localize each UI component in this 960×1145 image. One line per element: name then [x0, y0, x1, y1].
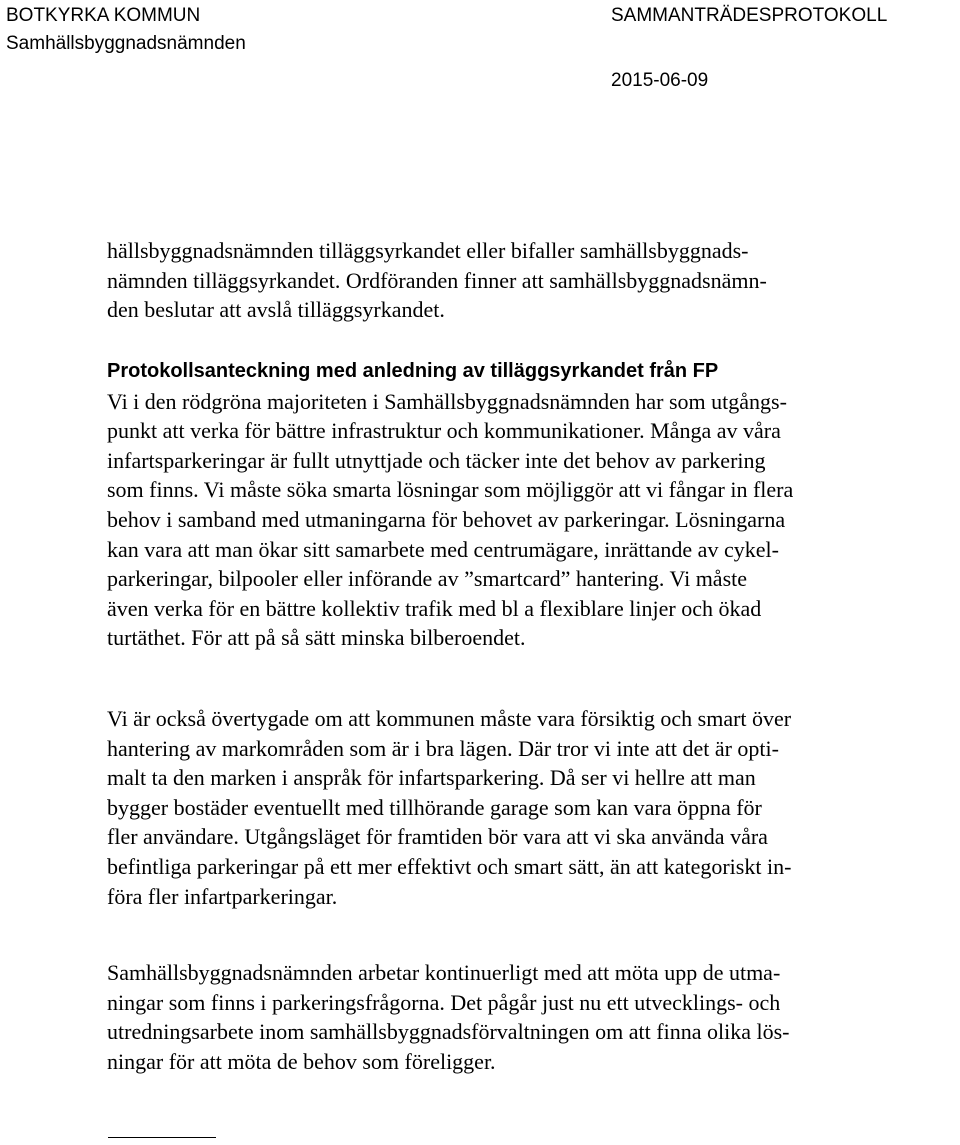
text-line: fler användare. Utgångsläget för framtiden bör vara att vi ska använda våra [107, 824, 768, 850]
text-line: Samhällsbyggnadsnämnden arbetar kontinuerligt med att möta upp de utma- [107, 960, 781, 985]
text-line: turtäthet. För att på så sätt minska bilberoendet. [107, 625, 526, 651]
text-line: hällsbyggnadsnämnden tilläggsyrkandet eller bifaller samhällsbyggnads- [107, 238, 749, 263]
text-line: malt ta den marken i anspråk för infartsparkering. Då ser vi hellre att man [107, 765, 756, 791]
text-line: hantering av markområden som är i bra lägen. Där tror vi inte att det är opti- [107, 735, 779, 761]
document-type: SAMMANTRÄDESPROTOKOLL [611, 5, 888, 26]
protocol-note-heading: Protokollsanteckning med anledning av tilläggsyrkandet från FP [107, 360, 719, 382]
text-line: behov i samband med utmaningarna för behovet av parkeringar. Lösningarna [107, 506, 786, 532]
footer-separator-line [108, 1137, 216, 1138]
text-line: ningar som finns i parkeringsfrågorna. Det pågår just nu ett utvecklings- och [107, 989, 781, 1015]
text-line: befintliga parkeringar på ett mer effektivt och smart sätt, än att kategoriskt in- [107, 853, 792, 879]
text-line: kan vara att man ökar sitt samarbete med centrumägare, inrättande av cykel- [107, 536, 779, 562]
municipality-name: BOTKYRKA KOMMUN [6, 5, 201, 26]
text-line: punkt att verka för bättre infrastruktur och kommunikationer. Många av våra [107, 418, 781, 444]
text-line: utredningsarbete inom samhällsbyggnadsförvaltningen om att finna olika lös- [107, 1019, 790, 1045]
text-line: föra fler infartparkeringar. [107, 883, 338, 909]
text-line: ningar för att möta de behov som föreligger. [107, 1048, 496, 1074]
protocol-note [107, 357, 957, 653]
document-header-left [6, 2, 246, 58]
text-line: Vi i den rödgröna majoriteten i Samhällsbyggnadsnämnden har som utgångs- [107, 388, 787, 414]
text-line: som finns. Vi måste söka smarta lösningar som möjliggör att vi fångar in flera [107, 477, 794, 503]
paragraph-ongoing-work [107, 958, 957, 1076]
intro-paragraph [107, 236, 957, 325]
text-line: nämnden tilläggsyrkandet. Ordföranden finner att samhällsbyggnadsnämn- [107, 267, 767, 293]
text-line: bygger bostäder eventuellt med tillhörande garage som kan vara öppna för [107, 794, 762, 820]
paragraph-land-use [107, 704, 957, 911]
text-line: Vi är också övertygade om att kommunen måste vara försiktig och smart över [107, 706, 792, 731]
text-line: infartsparkeringar är fullt utnyttjade och täcker inte det behov av parkering [107, 447, 766, 473]
text-line: parkeringar, bilpooler eller införande av ”smartcard” hantering. Vi måste [107, 566, 748, 592]
meeting-date: 2015-06-09 [611, 70, 709, 91]
text-line: den beslutar att avslå tilläggsyrkandet. [107, 297, 445, 323]
text-line: även verka för en bättre kollektiv trafik med bl a flexiblare linjer och ökad [107, 595, 762, 621]
committee-name: Samhällsbyggnadsnämnden [6, 33, 246, 54]
